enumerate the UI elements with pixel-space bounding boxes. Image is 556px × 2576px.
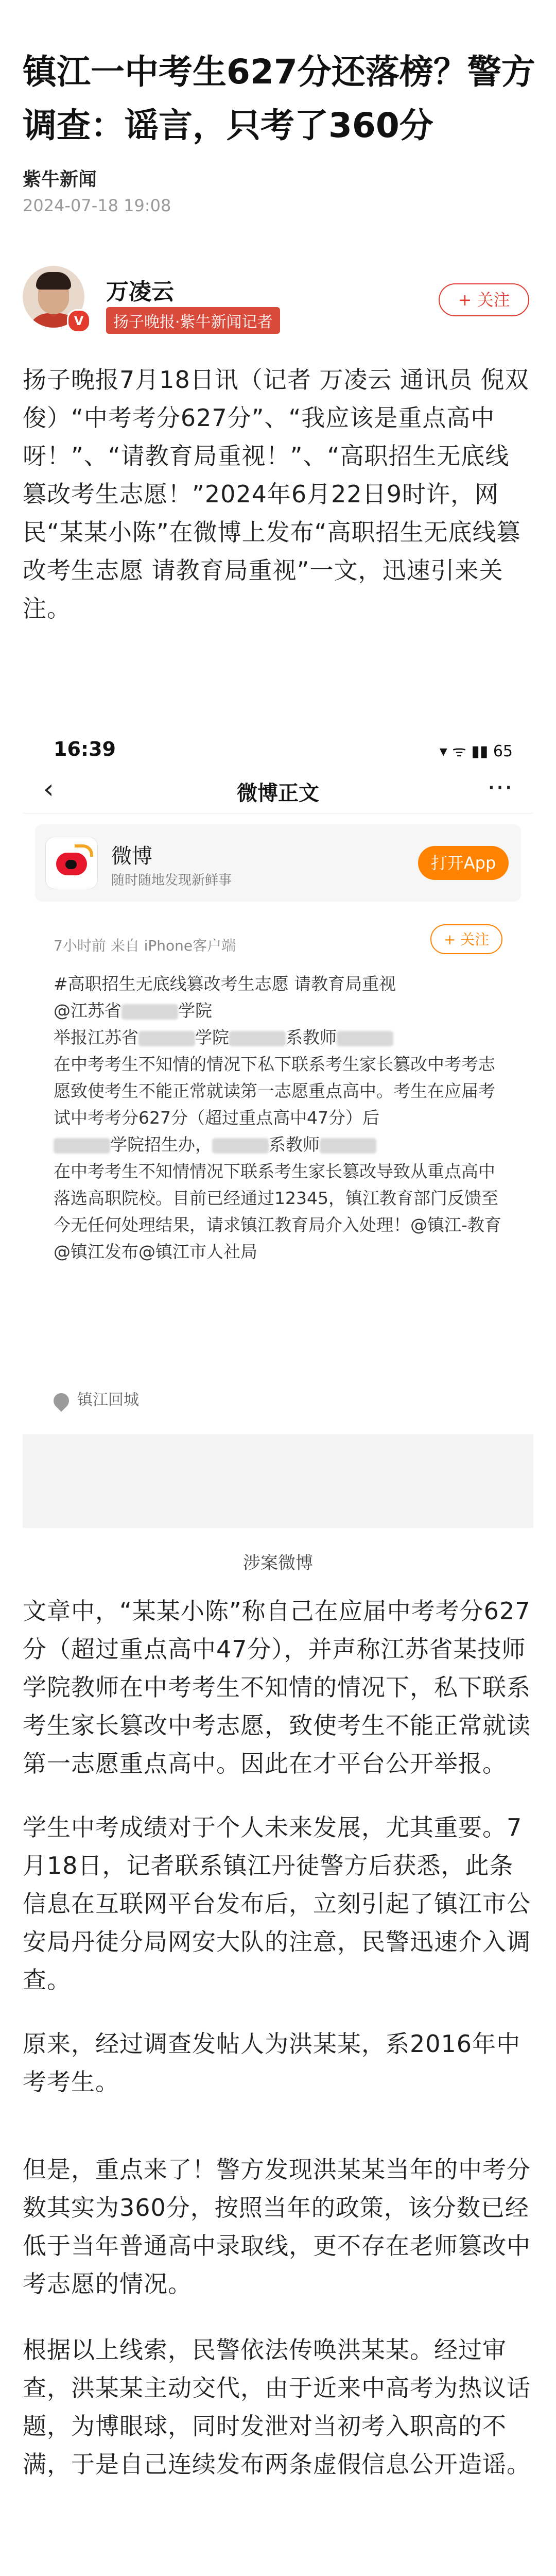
shot-body-line: #高职招生无底线篡改考生志愿 请教育局重视 bbox=[54, 974, 396, 994]
shot-time: 16:39 bbox=[54, 738, 116, 760]
avatar-hair bbox=[36, 272, 71, 290]
author-tag: 扬子晚报·紫牛新闻记者 bbox=[106, 307, 280, 334]
shot-body-line: 学院招生办， 系教师 bbox=[54, 1131, 507, 1158]
location-pin-icon bbox=[50, 1389, 72, 1411]
article-date: 2024-07-18 19:08 bbox=[23, 196, 171, 215]
shot-app-sub: 随时随地发现新鲜事 bbox=[111, 873, 232, 888]
image-caption: 涉案微博 bbox=[243, 1553, 313, 1573]
article-source[interactable]: 紫牛新闻 bbox=[23, 169, 97, 190]
shot-more-icon: ⋯ bbox=[487, 772, 513, 802]
shot-post-meta: 7小时前 来自 iPhone客户端 bbox=[54, 937, 236, 954]
shot-back-icon: ‹ bbox=[43, 774, 54, 805]
shot-body-line: 在中考考生不知情情况下联系考生家长篡改导致从重点高中落选高职院校。目前已经通过12345，镇江教育部门反馈至今无任何处理结果，请求镇江教育局介入处理！@镇江-教育 @镇江发布@镇江市人社局 bbox=[54, 1161, 501, 1262]
weibo-logo-icon bbox=[45, 837, 98, 889]
shot-app-name: 微博 bbox=[111, 844, 152, 868]
shot-post-body bbox=[54, 971, 507, 1265]
shot-nav-bar bbox=[23, 767, 533, 814]
shot-location: 镇江回城 bbox=[54, 1387, 139, 1410]
shot-open-app-button: 打开App bbox=[418, 846, 509, 880]
shot-body-line: 举报江苏省 学院 系教师 bbox=[54, 1024, 507, 1051]
shot-bottom-fade bbox=[23, 1434, 533, 1528]
shot-signal-icon: ▾ ᯤ ▮▮ 65 bbox=[439, 742, 513, 760]
shot-app-banner bbox=[35, 824, 521, 902]
shot-status-bar bbox=[23, 728, 533, 765]
paragraph: 根据以上线索，民警依法传唤洪某某。经过审查，洪某某主动交代，由于近来中高考为热议话题，为博眼球，同时发泄对当初考入职高的不满，于是自己连续发布两条虚假信息公开造谣。 bbox=[23, 2336, 531, 2478]
verified-icon: V bbox=[67, 309, 91, 333]
paragraph: 原来，经过调查发帖人为洪某某，系2016年中考考生。 bbox=[23, 2030, 521, 2096]
author-name[interactable]: 万凌云 bbox=[106, 279, 174, 305]
shot-follow-button: + 关注 bbox=[430, 924, 502, 954]
shot-body-line: 在中考考生不知情的情况下私下联系考生家长篡改中考考志愿致使考生不能正常就读第一志愿重点高中。考生在应届考试中考考分627分（超过重点高中47分）后 bbox=[54, 1054, 495, 1128]
paragraph: 文章中，“某某小陈”称自己在应届中考考分627分（超过重点高中47分），并声称江苏省某技师学院教师在中考考生不知情的情况下，私下联系考生家长篡改中考志愿，致使考生不能正常就读第一志愿重点高中。因此在才平台公开举报。 bbox=[23, 1597, 531, 1777]
shot-body-line: @江苏省 学院 bbox=[54, 1001, 212, 1021]
paragraph: 学生中考成绩对于个人未来发展，尤其重要。7月18日，记者联系镇江丹徒警方后获悉，此条信息在互联网平台发布后，立刻引起了镇江市公安局丹徒分局网安大队的注意，民警迅速介入调查。 bbox=[23, 1814, 531, 1994]
article-title: 镇江一中考生627分还落榜？警方调查：谣言，只考了360分 bbox=[23, 52, 535, 145]
paragraph-intro: 扬子晚报7月18日讯（记者 万凌云 通讯员 倪双俊）“中考考分627分”、“我应该是重点高中呀！”、“请教育局重视！”、“高职招生无底线篡改考生志愿！”2024年6月22日9时许，网民“某某小陈”在微博上发布“高职招生无底线篡改考生志愿 请教育局重视”一文，迅速引来关注。 bbox=[23, 366, 529, 622]
shot-nav-title: 微博正文 bbox=[237, 782, 319, 805]
paragraph: 但是，重点来了！警方发现洪某某当年的中考分数其实为360分，按照当年的政策，该分数已经低于当年普通高中录取线，更不存在老师篡改中考志愿的情况。 bbox=[23, 2156, 531, 2298]
follow-button[interactable]: + 关注 bbox=[439, 283, 529, 316]
embedded-weibo-screenshot bbox=[23, 728, 533, 1528]
